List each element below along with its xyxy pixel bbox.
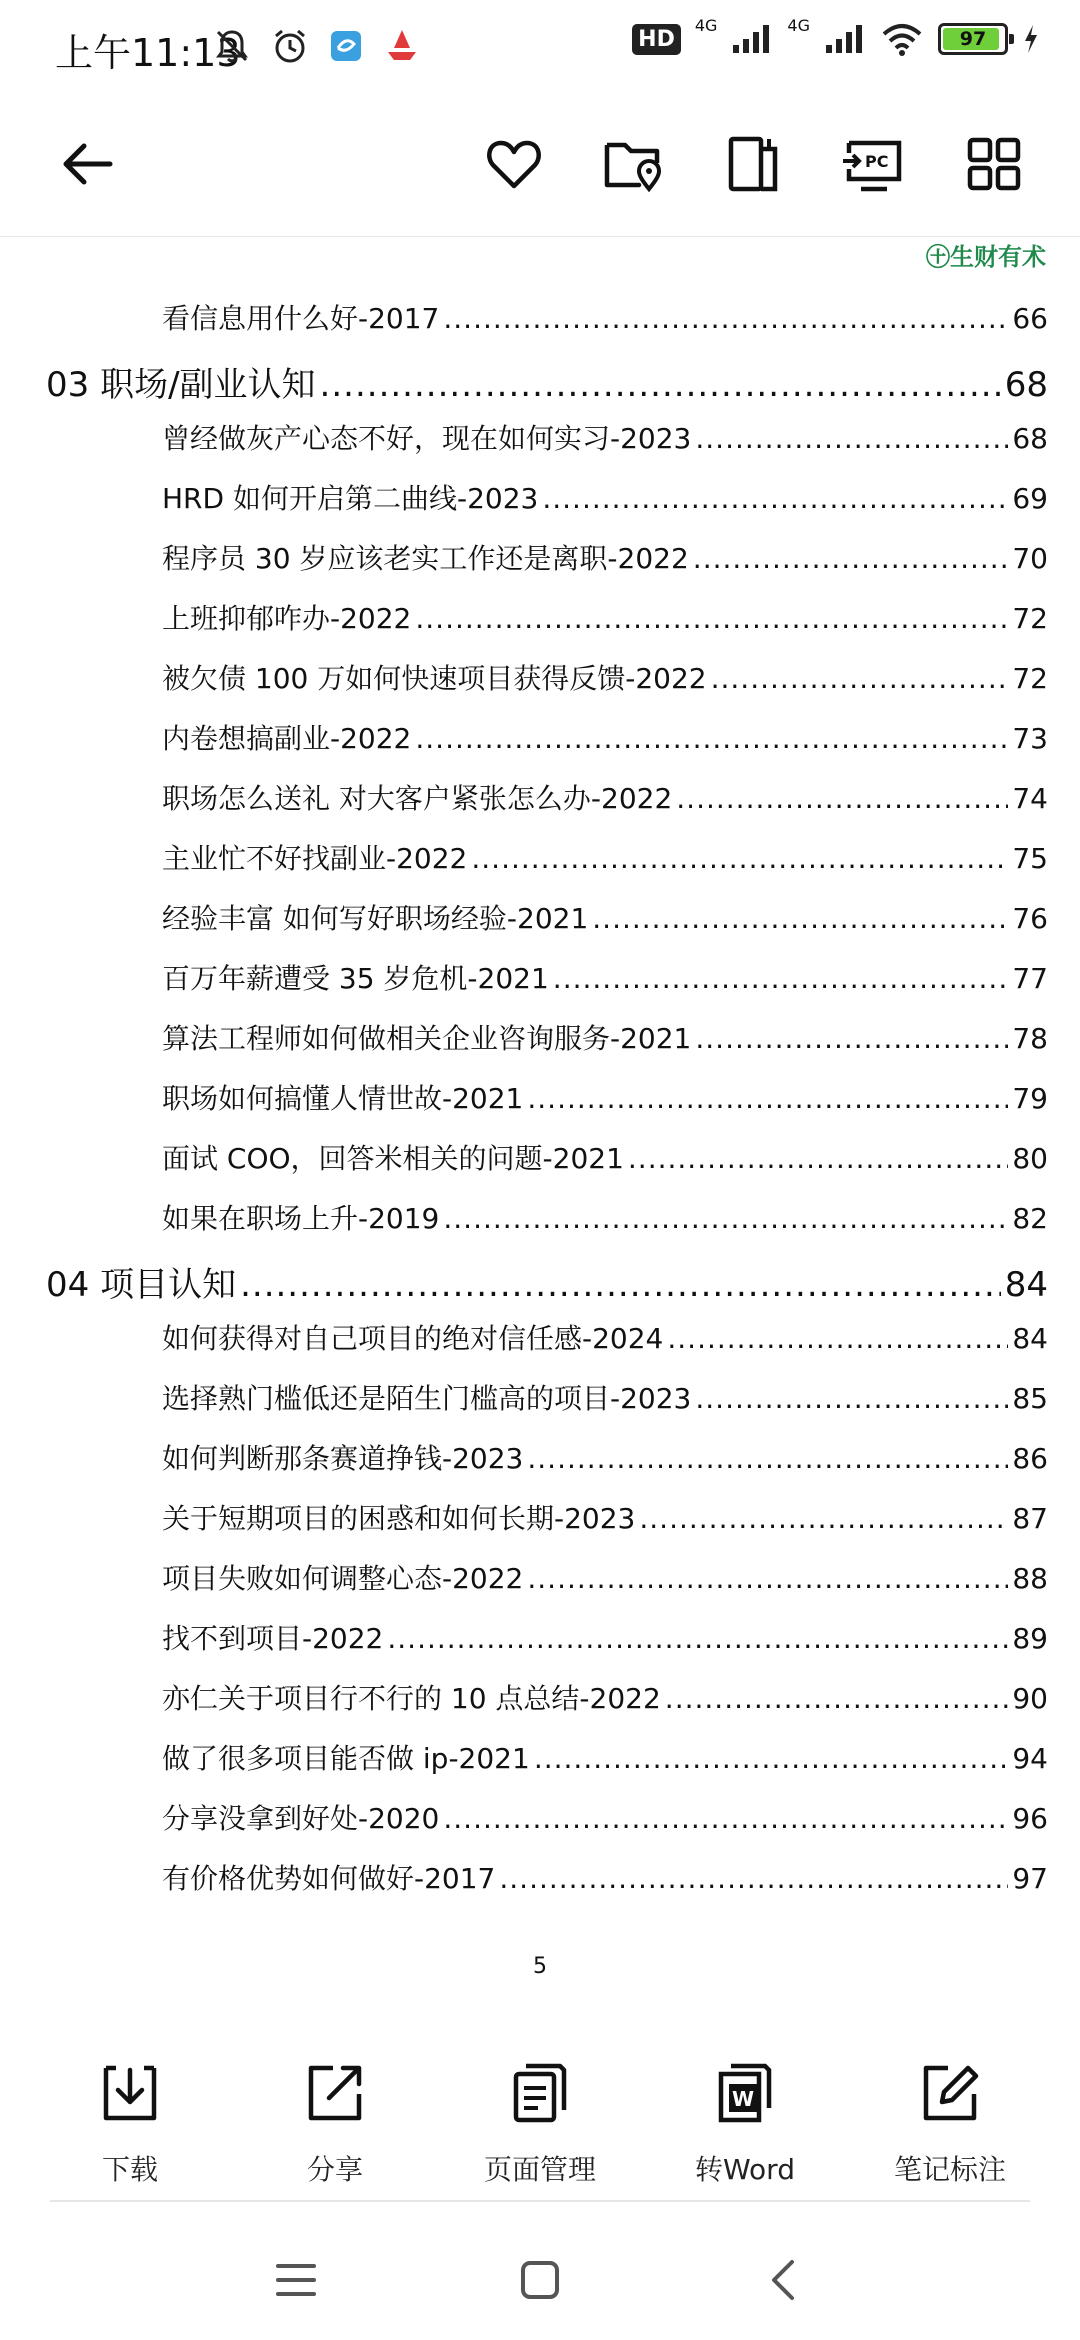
toc-entry-title: 如果在职场上升-2019	[162, 1202, 440, 1235]
bottom-divider	[50, 2200, 1030, 2202]
toc-leader-dots	[320, 365, 1001, 405]
toc-entry-row[interactable]	[162, 1077, 1048, 1117]
toc-entry-title: 内卷想搞副业-2022	[162, 722, 412, 755]
toc-entry-title: 如何获得对自己项目的绝对信任感-2024	[162, 1322, 664, 1355]
toc-page-number: 87	[1012, 1502, 1048, 1535]
toc-leader-dots	[415, 602, 1008, 635]
pc-mode-button[interactable]	[832, 122, 916, 206]
back-button[interactable]	[46, 122, 130, 206]
toc-page-number: 75	[1012, 842, 1048, 875]
toc-entry-row[interactable]	[162, 1197, 1048, 1237]
download-icon	[98, 2060, 162, 2124]
status-left-icons	[212, 26, 422, 66]
toc-entry-title: 算法工程师如何做相关企业咨询服务-2021	[162, 1022, 692, 1055]
toc-entry-row[interactable]	[162, 597, 1048, 637]
toc-entry-title: 主业忙不好找副业-2022	[162, 842, 468, 875]
toc-leader-dots	[676, 782, 1008, 815]
toc-leader-dots	[695, 422, 1008, 455]
toc-page-number: 89	[1012, 1622, 1048, 1655]
toc-entry-title: 亦仁关于项目行不行的 10 点总结-2022	[162, 1682, 661, 1715]
toc-leader-dots	[443, 302, 1008, 335]
toc-leader-dots	[499, 1862, 1008, 1895]
toc-entry-row[interactable]	[162, 1737, 1048, 1777]
reading-mode-button[interactable]	[712, 122, 796, 206]
toc-entry-title: 看信息用什么好-2017	[162, 302, 440, 335]
toc-entry-title: 面试 COO，回答米相关的问题-2021	[162, 1142, 624, 1175]
toc-leader-dots	[443, 1802, 1008, 1835]
toc-entry-row[interactable]	[162, 1137, 1048, 1177]
toc-leader-dots	[695, 1022, 1008, 1055]
document-device-icon	[723, 133, 785, 195]
toc-entry-row[interactable]	[162, 477, 1048, 517]
toc-page-number: 74	[1012, 782, 1048, 815]
toc-entry-title: 职场怎么送礼 对大客户紧张怎么办-2022	[162, 782, 673, 815]
toc-entry-title: 如何判断那条赛道挣钱-2023	[162, 1442, 524, 1475]
toc-entry-title: 程序员 30 岁应该老实工作还是离职-2022	[162, 542, 689, 575]
favorite-button[interactable]	[472, 122, 556, 206]
network-type-1: 4G	[694, 15, 718, 35]
share-label: 分享	[306, 2153, 363, 2186]
toc-page-number: 78	[1012, 1022, 1048, 1055]
toc-entry-title: 分享没拿到好处-2020	[162, 1802, 440, 1835]
toc-entry-title: 被欠债 100 万如何快速项目获得反馈-2022	[162, 662, 707, 695]
toc-page-number: 82	[1012, 1202, 1048, 1235]
toc-section-row[interactable]	[46, 1257, 1048, 1306]
download-button[interactable]	[30, 2060, 230, 2188]
status-time: 上午11:13	[55, 31, 241, 75]
toc-entry-row[interactable]	[162, 1017, 1048, 1057]
toc-leader-dots	[711, 662, 1009, 695]
toc-page-number: 90	[1012, 1682, 1048, 1715]
heart-icon	[483, 133, 545, 195]
toc-page-number: 84	[1004, 1265, 1048, 1305]
toc-leader-dots	[527, 1082, 1008, 1115]
page-manage-icon	[508, 2060, 572, 2124]
toc-page-number: 69	[1012, 482, 1048, 515]
toc-leader-dots	[628, 1142, 1008, 1175]
note-edit-icon	[918, 2060, 982, 2124]
toc-leader-dots	[693, 542, 1009, 575]
boat-app-icon	[382, 26, 422, 66]
toc-page-number: 80	[1012, 1142, 1048, 1175]
watermark-logo: ㊉生财有术	[926, 243, 1046, 271]
toc-leader-dots	[415, 722, 1008, 755]
toc-leader-dots	[387, 1622, 1008, 1655]
status-bar	[0, 0, 1080, 96]
save-location-button[interactable]	[592, 122, 676, 206]
toc-page-number: 68	[1004, 365, 1048, 405]
toc-page-number: 70	[1012, 542, 1048, 575]
charging-icon	[1022, 23, 1040, 55]
toc-leader-dots	[527, 1562, 1008, 1595]
back-icon	[764, 2258, 804, 2302]
share-icon	[303, 2060, 367, 2124]
note-annotate-label: 笔记标注	[893, 2153, 1006, 2186]
system-nav-bar	[0, 2210, 1080, 2340]
signal-icon-2	[824, 23, 866, 55]
toc-page-number: 66	[1012, 302, 1048, 335]
more-apps-button[interactable]	[952, 122, 1036, 206]
signal-icon	[731, 23, 773, 55]
svg-text:PC: PC	[865, 152, 889, 171]
toc-page-number: 79	[1012, 1082, 1048, 1115]
toc-page-number: 76	[1012, 902, 1048, 935]
toc-entry-row[interactable]	[162, 1557, 1048, 1597]
toc-leader-dots	[443, 1202, 1008, 1235]
toc-page-number: 84	[1012, 1322, 1048, 1355]
toc-entry-title: 项目失败如何调整心态-2022	[162, 1562, 524, 1595]
toc-entry-row[interactable]	[162, 657, 1048, 697]
toc-entry-row[interactable]	[162, 777, 1048, 817]
toc-leader-dots	[639, 1502, 1008, 1535]
toc-entry-row[interactable]	[162, 1437, 1048, 1477]
menu-icon	[274, 2260, 318, 2300]
back-arrow-icon	[58, 134, 118, 194]
toc-page-number: 86	[1012, 1442, 1048, 1475]
toc-leader-dots	[471, 842, 1008, 875]
toc-section-title: 04 项目认知	[46, 1265, 237, 1305]
alarm-icon	[270, 26, 310, 66]
toc-entry-title: 百万年薪遭受 35 岁危机-2021	[162, 962, 549, 995]
convert-word-label: 转Word	[695, 2153, 795, 2186]
toc-entry-title: 关于短期项目的困惑和如何长期-2023	[162, 1502, 636, 1535]
toc-entry-row[interactable]	[162, 1497, 1048, 1537]
battery-level: 97	[959, 28, 987, 50]
toc-page-number: 72	[1012, 662, 1048, 695]
toc-entry-row[interactable]	[162, 417, 1048, 457]
convert-word-button[interactable]	[645, 2060, 845, 2188]
toc-entry-title: HRD 如何开启第二曲线-2023	[162, 482, 539, 515]
bottom-action-bar	[0, 2040, 1080, 2200]
toc-entry-title: 职场如何搞懂人情世故-2021	[162, 1082, 524, 1115]
home-icon	[518, 2258, 562, 2302]
folder-location-icon	[601, 133, 667, 195]
status-right-icons	[632, 15, 1040, 56]
app-notification-icon	[328, 28, 364, 64]
toc-entry-row[interactable]	[162, 897, 1048, 937]
toc-page-number: 72	[1012, 602, 1048, 635]
system-back-button[interactable]	[754, 2250, 814, 2310]
document-toolbar	[0, 96, 1080, 237]
toc-leader-dots	[534, 1742, 1009, 1775]
toc-entry-row[interactable]	[162, 1797, 1048, 1837]
toc-entry-title: 曾经做灰产心态不好，现在如何实习-2023	[162, 422, 692, 455]
toc-section-title: 03 职场/副业认知	[46, 365, 316, 405]
page-manage-label: 页面管理	[483, 2153, 596, 2186]
mute-notification-icon	[212, 26, 252, 66]
wifi-icon	[880, 22, 924, 56]
toc-page-number: 85	[1012, 1382, 1048, 1415]
pc-display-icon	[841, 133, 907, 195]
download-label: 下载	[101, 2153, 158, 2186]
battery-icon	[938, 23, 1008, 55]
toc-leader-dots	[592, 902, 1008, 935]
toc-page-number: 97	[1012, 1862, 1048, 1895]
note-annotate-button[interactable]	[850, 2060, 1050, 2188]
toc-page-number: 96	[1012, 1802, 1048, 1835]
toc-entry-title: 上班抑郁咋办-2022	[162, 602, 412, 635]
recent-apps-button[interactable]	[266, 2250, 326, 2310]
toc-entry-title: 选择熟门槛低还是陌生门槛高的项目-2023	[162, 1382, 692, 1415]
toc-section-row[interactable]	[46, 357, 1048, 406]
network-type-2: 4G	[787, 15, 810, 35]
toc-leader-dots	[527, 1442, 1008, 1475]
toc-page-number: 77	[1012, 962, 1048, 995]
toc-entry-row[interactable]	[162, 1857, 1048, 1897]
toc-leader-dots	[542, 482, 1008, 515]
toc-entry-row[interactable]	[162, 1317, 1048, 1357]
toc-leader-dots	[695, 1382, 1008, 1415]
toc-entry-row[interactable]	[162, 717, 1048, 757]
toc-page-number: 94	[1012, 1742, 1048, 1775]
toc-entry-row[interactable]	[162, 1377, 1048, 1417]
hd-badge: HD	[632, 24, 681, 55]
toc-leader-dots	[553, 962, 1009, 995]
grid-apps-icon	[964, 134, 1024, 194]
toc-entry-title: 做了很多项目能否做 ip-2021	[162, 1742, 530, 1775]
toc-page-number: 68	[1012, 422, 1048, 455]
toc-entry-title: 找不到项目-2022	[162, 1622, 384, 1655]
toc-leader-dots	[667, 1322, 1008, 1355]
share-button[interactable]	[235, 2060, 435, 2188]
document-page[interactable]	[0, 237, 1080, 2027]
svg-text:W: W	[732, 2087, 755, 2111]
battery-nub	[1009, 34, 1014, 44]
toc-entry-row[interactable]	[162, 537, 1048, 577]
word-convert-icon	[713, 2060, 777, 2124]
toc-leader-dots	[240, 1265, 1001, 1305]
toc-page-number: 88	[1012, 1562, 1048, 1595]
toc-page-number: 73	[1012, 722, 1048, 755]
toc-entry-row[interactable]	[162, 957, 1048, 997]
toc-entry-row[interactable]	[162, 837, 1048, 877]
toc-leader-dots	[665, 1682, 1009, 1715]
toc-entry-row[interactable]	[162, 1677, 1048, 1717]
page-manage-button[interactable]	[440, 2060, 640, 2188]
toc-entry-row[interactable]	[162, 297, 1048, 337]
page-number: 5	[533, 1954, 547, 1979]
toc-entry-title: 有价格优势如何做好-2017	[162, 1862, 496, 1895]
toc-entry-title: 经验丰富 如何写好职场经验-2021	[162, 902, 589, 935]
home-button[interactable]	[510, 2250, 570, 2310]
toc-entry-row[interactable]	[162, 1617, 1048, 1657]
